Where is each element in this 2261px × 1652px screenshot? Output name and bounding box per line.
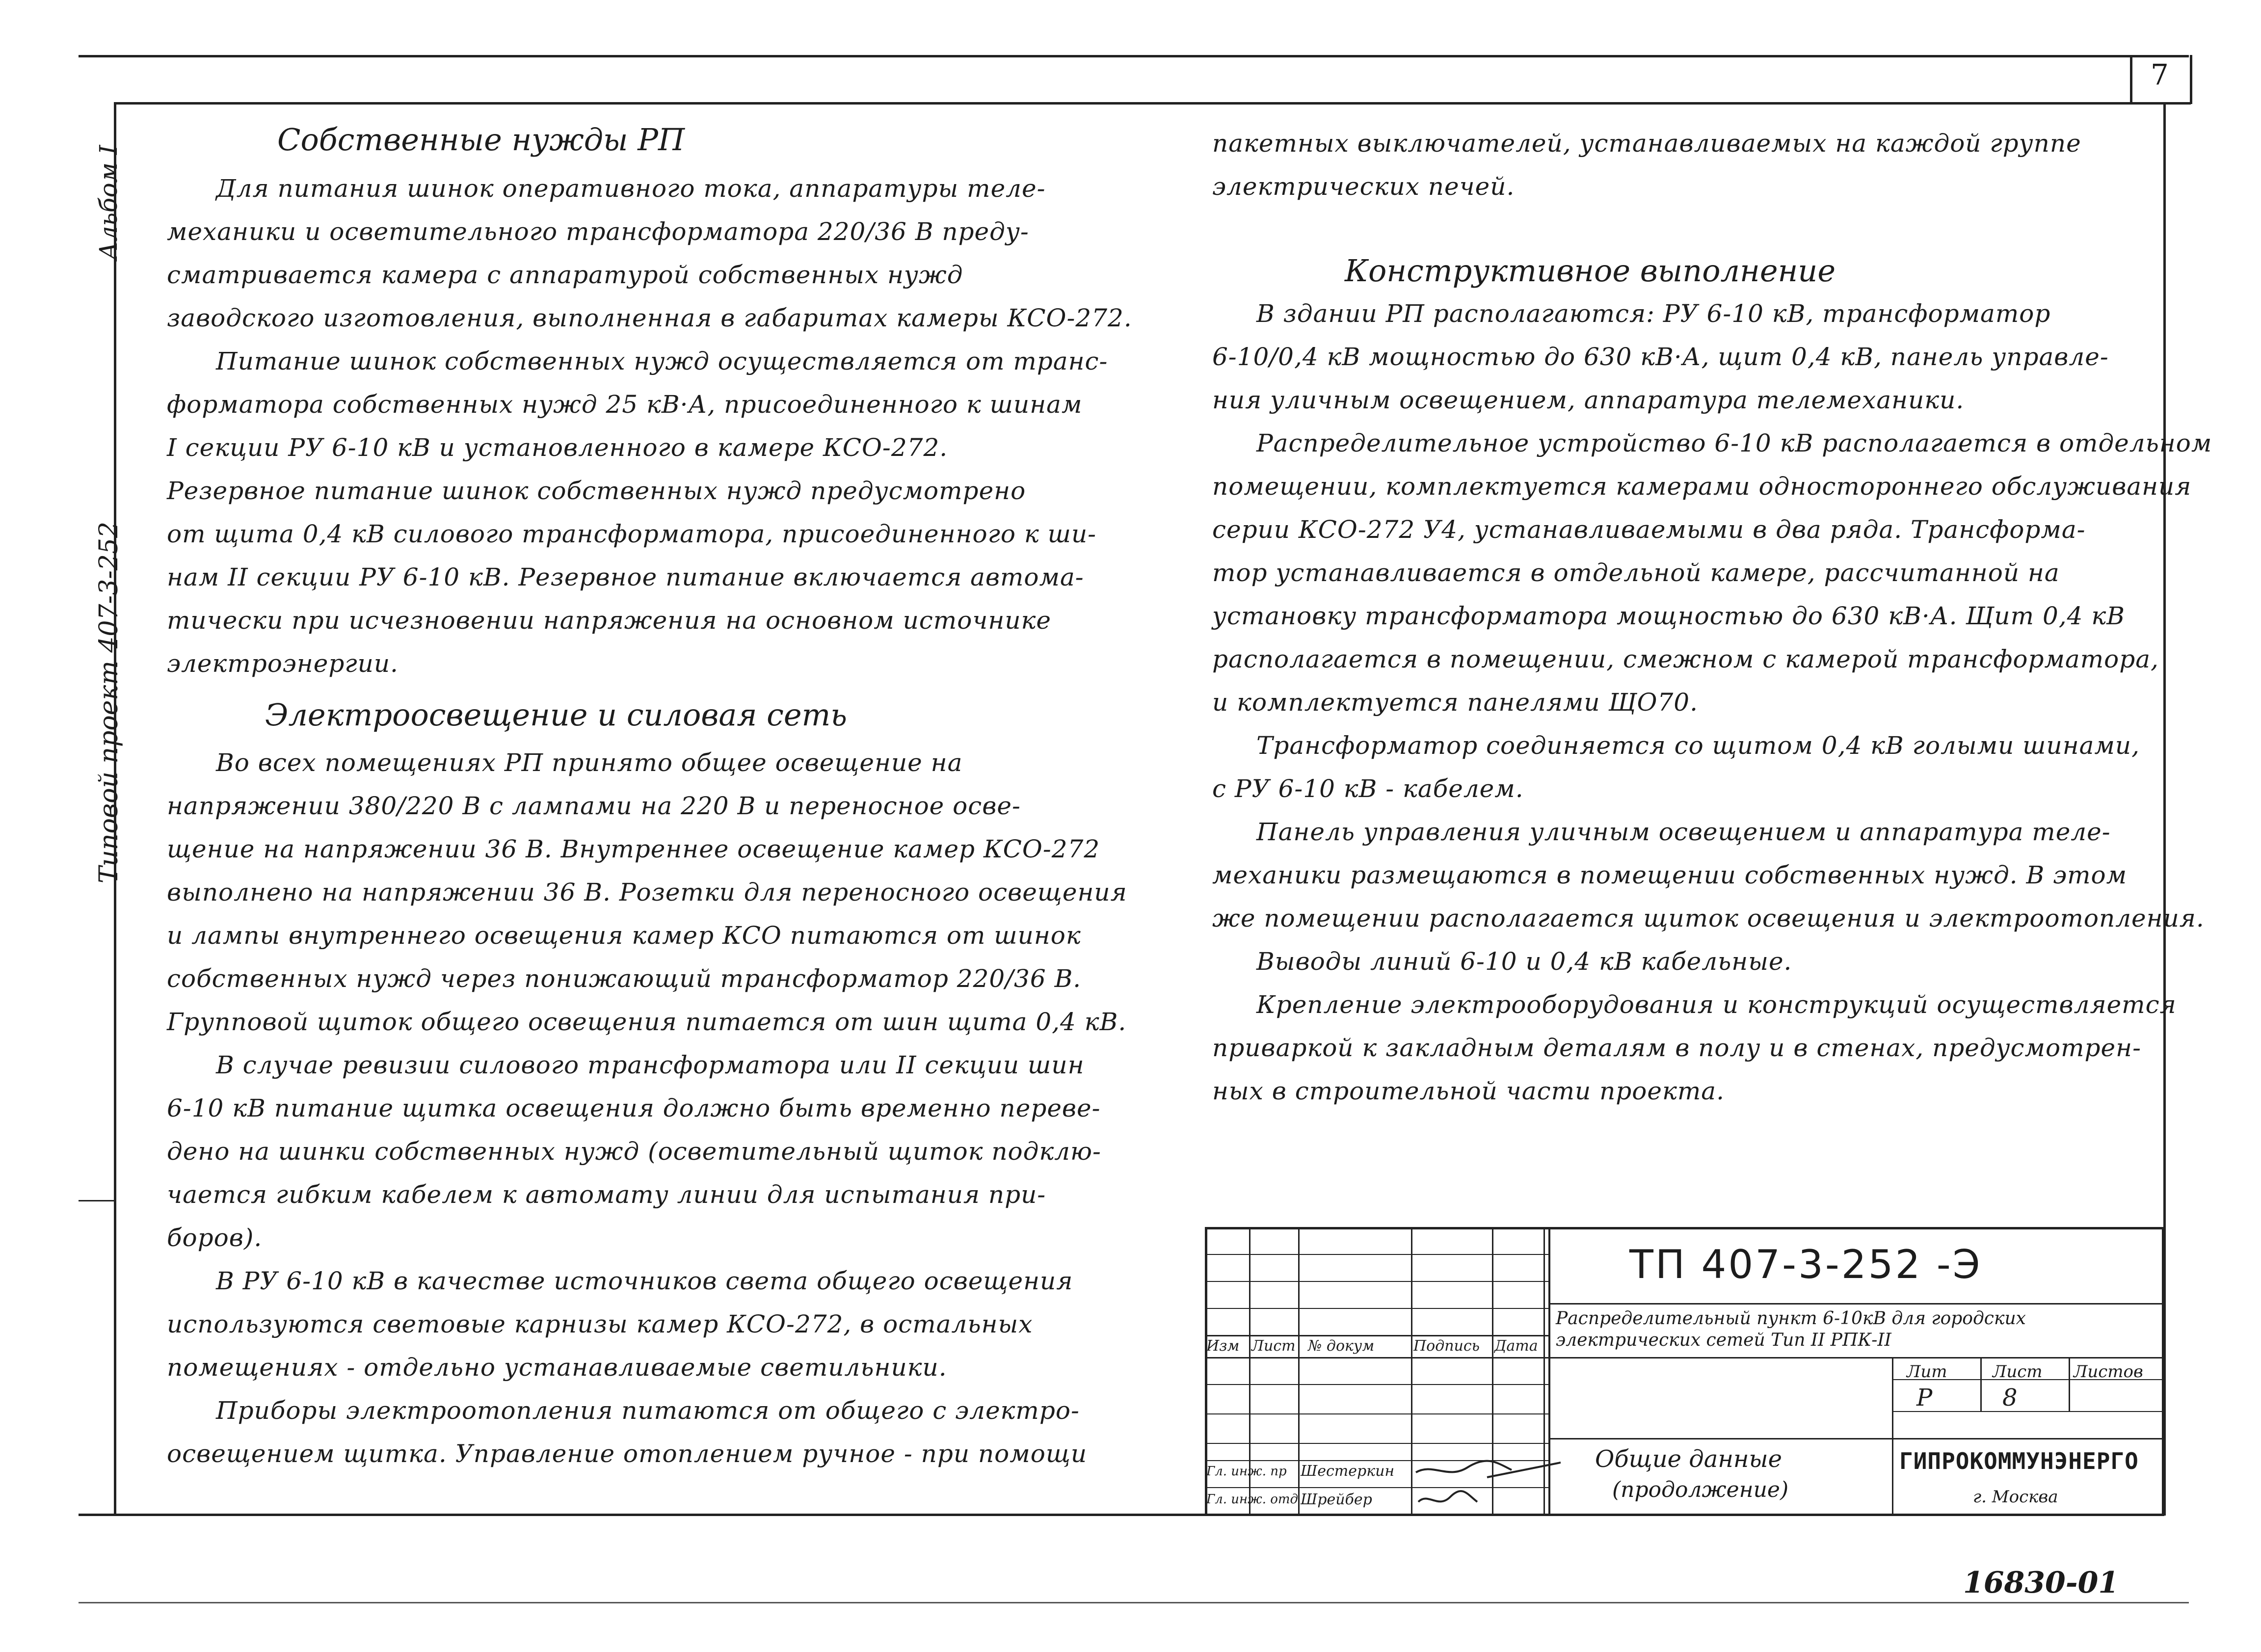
top-border [79, 55, 2189, 57]
text-line: дено на шинки собственных нужд (осветительный щиток подклю- [167, 1137, 1101, 1166]
stage-header-lit: Лит [1907, 1362, 1947, 1382]
text-line: нам II секции РУ 6-10 кВ. Резервное питание включается автома- [167, 563, 1084, 591]
doc-code: ТП 407-3-252 -Э [1629, 1242, 1982, 1287]
organization-city: г. Москва [1973, 1487, 2058, 1507]
para-construction-4 [1212, 810, 2205, 940]
text-line: щение на напряжении 36 В. Внутреннее освещение камер КСО-272 [167, 835, 1100, 863]
text-line: 6-10/0,4 кВ мощностью до 630 кВ·А, щит 0,4 кВ, панель управле- [1212, 343, 2109, 371]
side-strip-divider [79, 1200, 115, 1201]
text-line: собственных нужд через понижающий трансформатор 220/36 В. [167, 964, 1082, 993]
text-line: I секции РУ 6-10 кВ и установленного в камере КСО-272. [167, 433, 948, 462]
text-line: электроэнергии. [167, 649, 399, 678]
para-lighting-1 [167, 741, 1127, 1043]
organization-name: ГИПРОКОММУНЭНЕРГО [1899, 1448, 2139, 1474]
sheet-title: Общие данные [1595, 1445, 1782, 1473]
text-line: располагается в помещении, смежном с камерой трансформатора, [1212, 645, 2159, 673]
para-continuation [1212, 122, 2081, 208]
text-line: и лампы внутреннего освещения камер КСО питаются от шинок [167, 921, 1081, 950]
text-line: Для питания шинок оперативного тока, аппаратуры теле- [216, 174, 1046, 203]
rev-header-sign: Подпись [1413, 1337, 1480, 1355]
para-lighting-3 [167, 1259, 1073, 1389]
text-line: механики размещаются в помещении собственных нужд. В этом [1212, 861, 2128, 889]
text-line: Трансформатор соединяется со щитом 0,4 кВ голыми шинами, [1256, 731, 2140, 760]
signer-name-1: Шестеркин [1301, 1463, 1395, 1480]
para-construction-1 [1212, 292, 2109, 422]
text-line: ных в строительной части проекта. [1212, 1077, 1725, 1105]
sheet-title-cont: (продолжение) [1612, 1477, 1789, 1502]
text-line: боров). [167, 1224, 263, 1252]
text-line: помещении, комплектуется камерами одностороннего обслуживания [1212, 472, 2192, 501]
para-construction-2 [1212, 422, 2212, 724]
frame-top [114, 102, 2191, 105]
text-line: помещениях - отдельно устанавливаемые светильники. [167, 1353, 947, 1382]
text-line: используются световые карнизы камер КСО-272, в остальных [167, 1310, 1033, 1338]
para-own-needs-1 [167, 167, 1132, 340]
text-line: Панель управления уличным освещением и аппаратура теле- [1256, 818, 2111, 846]
text-line: выполнено на напряжении 36 В. Розетки для переносного освещения [167, 878, 1127, 906]
page-box-left [2130, 55, 2132, 104]
text-line: напряжении 380/220 В с лампами на 220 В и переносное осве- [167, 792, 1021, 820]
rev-header-doc: № докум [1308, 1337, 1375, 1355]
page-box-right [2190, 55, 2192, 104]
album-label: Альбом I [94, 145, 123, 260]
bottom-rough-line [79, 1602, 2189, 1603]
rev-header-list: Лист [1251, 1337, 1296, 1355]
para-construction-5 [1212, 940, 1792, 983]
text-line: сматривается камера с аппаратурой собственных нужд [167, 261, 963, 289]
text-line: заводского изготовления, выполненная в габаритах камеры КСО-272. [167, 304, 1132, 332]
doc-description: Распределительный пункт 6-10кВ для городских электрических сетей Тип II РПК-II [1556, 1308, 2026, 1350]
text-line: электрических печей. [1212, 172, 1515, 201]
stage-value-lit: Р [1916, 1384, 1933, 1412]
rev-header-izm: Изм [1206, 1337, 1240, 1355]
text-line: 6-10 кВ питание щитка освещения должно быть временно переве- [167, 1094, 1101, 1122]
para-lighting-2 [167, 1043, 1101, 1259]
text-line: тор устанавливается в отдельной камере, рассчитанной на [1212, 559, 2060, 587]
text-line: освещением щитка. Управление отоплением ручное - при помощи [167, 1439, 1088, 1468]
text-line: Приборы электроотопления питаются от общего с электро- [216, 1396, 1080, 1425]
text-line: Во всех помещениях РП принято общее освещение на [216, 748, 963, 777]
signer-role-2: Гл. инж. отд [1206, 1492, 1299, 1507]
footer-code: 16830-01 [1963, 1566, 2119, 1600]
para-construction-3 [1212, 724, 2140, 810]
signer-name-2: Шрейбер [1301, 1491, 1372, 1508]
text-line: В здании РП располагаются: РУ 6-10 кВ, трансформатор [1256, 299, 2051, 328]
stage-value-list: 8 [2002, 1384, 2018, 1412]
text-line: В РУ 6-10 кВ в качестве источников света общего освещения [216, 1267, 1073, 1295]
text-line: Питание шинок собственных нужд осуществляется от транс- [216, 347, 1108, 375]
project-label: Типовой проект 407-3-252 [94, 521, 124, 883]
text-line: же помещении располагается щиток освещения и электроотопления. [1212, 904, 2205, 933]
para-lighting-4 [167, 1389, 1087, 1475]
text-line: и комплектуется панелями ЩО70. [1212, 688, 1699, 717]
text-line: Резервное питание шинок собственных нужд предусмотрено [167, 477, 1026, 505]
stage-header-listov: Листов [2074, 1362, 2143, 1382]
text-line: ния уличным освещением, аппаратура телемеханики. [1212, 386, 1965, 414]
para-construction-6 [1212, 983, 2177, 1113]
heading-construction: Конструктивное выполнение [1345, 253, 1836, 289]
text-line: тически при исчезновении напряжения на основном источнике [167, 606, 1051, 635]
text-line: чается гибким кабелем к автомату линии для испытания при- [167, 1180, 1046, 1209]
stage-header-list: Лист [1993, 1362, 2043, 1382]
para-own-needs-2 [167, 340, 1108, 685]
text-line: пакетных выключателей, устанавливаемых на каждой группе [1212, 129, 2081, 158]
rev-header-date: Дата [1494, 1337, 1538, 1355]
heading-own-needs: Собственные нужды РП [277, 122, 685, 158]
page-number: 7 [2151, 58, 2169, 91]
text-line: Крепление электрооборудования и конструкций осуществляется [1256, 990, 2177, 1019]
text-line: форматора собственных нужд 25 кВ·А, присоединенного к шинам [167, 390, 1083, 419]
text-line: механики и осветительного трансформатора 220/36 В преду- [167, 217, 1029, 246]
text-line: Групповой щиток общего освещения питается от шин щита 0,4 кВ. [167, 1008, 1127, 1036]
text-line: В случае ревизии силового трансформатора или II секции шин [216, 1051, 1085, 1079]
heading-lighting: Электроосвещение и силовая сеть [265, 697, 848, 733]
text-line: приваркой к закладным деталям в полу и в стенах, предусмотрен- [1212, 1034, 2141, 1062]
text-line: Распределительное устройство 6-10 кВ располагается в отдельном [1256, 429, 2212, 457]
text-line: от щита 0,4 кВ силового трансформатора, присоединенного к ши- [167, 520, 1097, 548]
signature-marks [1413, 1453, 1561, 1521]
text-line: серии КСО-272 У4, устанавливаемыми в два ряда. Трансформа- [1212, 515, 2086, 544]
text-line: с РУ 6-10 кВ - кабелем. [1212, 774, 1524, 803]
signer-role-1: Гл. инж. пр [1206, 1464, 1287, 1479]
text-line: установку трансформатора мощностью до 630 кВ·А. Щит 0,4 кВ [1212, 602, 2125, 630]
text-line: Выводы линий 6-10 и 0,4 кВ кабельные. [1256, 947, 1792, 976]
